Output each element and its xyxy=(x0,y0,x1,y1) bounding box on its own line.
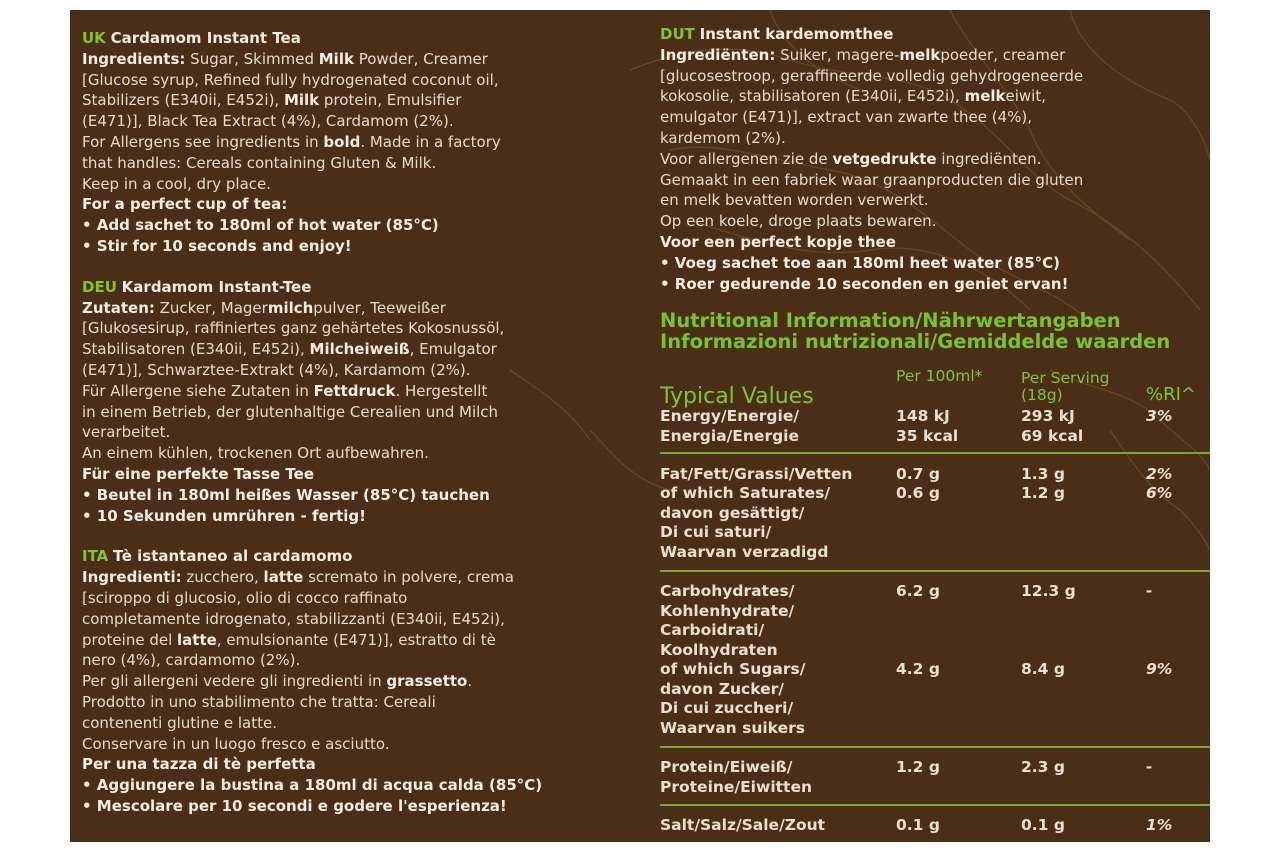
body-text: kardemom (2%). xyxy=(660,128,786,147)
bold-text: • Aggiungere la bustina a 180ml di acqua calda (85°C) xyxy=(82,776,543,795)
body-text: nero (4%), cardamomo (2%). xyxy=(82,651,301,670)
text-line xyxy=(660,170,1205,191)
text-line xyxy=(82,734,657,755)
text-deu xyxy=(82,298,657,527)
bold-text: Fettdruck xyxy=(313,381,396,400)
row-serving: 0.1 g xyxy=(1021,816,1065,834)
body-text: Stabilisatoren (E340ii, E452i), xyxy=(82,340,310,359)
body-text: . Hergestellt xyxy=(395,381,488,400)
bold-text: • Roer gedurende 10 seconden en geniet ervan! xyxy=(660,274,1069,293)
text-line xyxy=(82,588,657,609)
row-serving: 293 kJ 69 kcal xyxy=(1021,407,1084,445)
bold-text: Milk xyxy=(318,49,354,68)
body-text: , Emulgator xyxy=(409,340,497,359)
text-line xyxy=(82,90,657,111)
lang-code-uk: UK xyxy=(82,29,106,47)
text-line xyxy=(660,66,1205,87)
bold-text: milch xyxy=(267,298,314,317)
lang-code-dut: DUT xyxy=(660,25,695,43)
bold-text: Ingredienti: xyxy=(82,568,182,587)
bold-text: • Stir for 10 seconds and enjoy! xyxy=(82,236,352,255)
typical-values-header: Typical Values xyxy=(660,384,814,409)
row-ri: 6% xyxy=(1146,484,1173,502)
body-text: Gemaakt in een fabriek waar graanproducten die gluten xyxy=(660,170,1084,189)
text-line xyxy=(82,713,657,734)
text-line xyxy=(82,111,657,132)
row-label: of which Saturates/ davon gesättigt/ Di cui saturi/ Waarvan verzadigd xyxy=(660,484,831,561)
section-deu xyxy=(82,277,657,527)
section-ita-heading xyxy=(82,546,657,567)
body-text: en melk bevatten worden verwerkt. xyxy=(660,191,929,210)
body-text: [glucosestroop, geraffineerde volledig gehydrogeneerde xyxy=(660,66,1084,85)
row-per100: 4.2 g xyxy=(896,660,940,678)
row-serving: 12.3 g xyxy=(1021,582,1076,600)
row-per100: 148 kJ 35 kcal xyxy=(896,407,959,445)
body-text: (E471)], Black Tea Extract (4%), Cardamom (2%). xyxy=(82,112,454,131)
row-label: of which Sugars/ davon Zucker/ Di cui zuccheri/ Waarvan suikers xyxy=(660,660,806,737)
body-text: Zucker, Mager xyxy=(154,298,268,317)
row-ri: 3% xyxy=(1146,407,1173,425)
bold-text: Für eine perfekte Tasse Tee xyxy=(82,464,314,483)
text-line xyxy=(660,253,1205,274)
ri-header: %RI^ xyxy=(1146,384,1197,405)
section-uk-heading xyxy=(82,28,657,49)
body-text: For Allergens see ingredients in xyxy=(82,132,324,151)
text-line xyxy=(82,215,657,236)
body-text: Powder, Creamer xyxy=(353,49,488,68)
row-ri: - xyxy=(1146,758,1153,776)
section-deu-heading xyxy=(82,277,657,298)
body-text: protein, Emulsifier xyxy=(319,91,462,110)
text-line xyxy=(82,70,657,91)
body-text: ingrediënten. xyxy=(936,149,1042,168)
text-line xyxy=(660,86,1205,107)
bold-text: • Add sachet to 180ml of hot water (85°C) xyxy=(82,216,439,235)
per-serving-header xyxy=(1021,370,1110,404)
bold-text: Milk xyxy=(283,91,320,110)
row-ri: - xyxy=(1146,582,1153,600)
lang-code-deu: DEU xyxy=(82,277,117,296)
row-ri: 1% xyxy=(1146,816,1173,834)
row-serving: 1.3 g xyxy=(1021,465,1065,483)
body-text: in einem Betrieb, der glutenhaltige Cerealien und Milch xyxy=(82,402,499,421)
text-line xyxy=(82,381,657,402)
table-divider xyxy=(660,570,1210,572)
body-text: [Glucose syrup, Refined fully hydrogenated coconut oil, xyxy=(82,70,499,89)
text-line xyxy=(82,692,657,713)
bold-text: For a perfect cup of tea: xyxy=(82,195,288,214)
text-line xyxy=(660,45,1205,66)
table-divider xyxy=(660,452,1210,454)
text-line xyxy=(82,402,657,423)
text-line xyxy=(82,775,657,796)
row-per100: 6.2 g xyxy=(896,582,940,600)
per-100ml-header: Per 100ml* xyxy=(896,367,983,385)
bold-text: Voor een perfect kopje thee xyxy=(660,232,896,251)
text-uk xyxy=(82,49,657,257)
body-text: Sugar, Skimmed xyxy=(185,49,319,68)
text-line xyxy=(82,174,657,195)
body-text: contenenti glutine e latte. xyxy=(82,713,277,732)
bold-text: latte xyxy=(263,568,304,587)
row-label: Protein/Eiweiß/ Proteine/Eiwitten xyxy=(660,758,812,796)
per-serving-label: Per Serving xyxy=(1021,369,1110,387)
text-line xyxy=(82,236,657,257)
body-text: . Made in a factory xyxy=(360,132,501,151)
bold-text: vetgedrukte xyxy=(832,149,937,168)
bold-text: Per una tazza di tè perfetta xyxy=(82,755,316,774)
nutrition-title xyxy=(660,310,1205,352)
text-line xyxy=(660,232,1205,253)
text-line xyxy=(82,422,657,443)
text-line xyxy=(82,132,657,153)
right-column xyxy=(660,24,1205,314)
body-text: emulgator (E471)], extract van zwarte thee (4%), xyxy=(660,108,1033,127)
text-line xyxy=(82,153,657,174)
text-line xyxy=(82,630,657,651)
text-line xyxy=(82,650,657,671)
body-text: pulver, Teeweißer xyxy=(313,298,446,317)
text-line xyxy=(82,443,657,464)
title-ita: Tè istantaneo al cardamomo xyxy=(113,547,353,566)
text-line xyxy=(660,274,1205,295)
text-line xyxy=(82,339,657,360)
body-text: An einem kühlen, trockenen Ort aufbewahren. xyxy=(82,444,429,463)
section-uk xyxy=(82,28,657,257)
text-line xyxy=(82,567,657,588)
body-text: (E471)], Schwarztee-Extrakt (4%), Kardamom (2%). xyxy=(82,360,471,379)
row-label: Fat/Fett/Grassi/Vetten xyxy=(660,465,853,483)
bold-text: • 10 Sekunden umrühren - fertig! xyxy=(82,506,366,525)
body-text: , emulsionante (E471)], estratto di tè xyxy=(216,630,496,649)
title-dut: Instant kardemomthee xyxy=(699,25,894,43)
body-text: Stabilizers (E340ii, E452i), xyxy=(82,91,284,110)
body-text: . xyxy=(467,672,473,691)
body-text: scremato in polvere, crema xyxy=(303,568,514,587)
row-per100: 0.1 g xyxy=(896,816,940,834)
row-serving: 2.3 g xyxy=(1021,758,1065,776)
bold-text: • Voeg sachet toe aan 180ml heet water (85°C) xyxy=(660,253,1060,272)
body-text: [sciroppo di glucosio, olio di cocco raffinato xyxy=(82,588,408,607)
section-ita xyxy=(82,546,657,816)
bold-text: latte xyxy=(177,630,217,649)
row-serving: 1.2 g xyxy=(1021,484,1065,502)
body-text: proteine del xyxy=(82,630,178,649)
body-text: Prodotto in uno stabilimento che tratta: Cereali xyxy=(82,692,436,711)
left-column xyxy=(82,28,657,837)
body-text: zucchero, xyxy=(181,568,264,587)
title-uk: Cardamom Instant Tea xyxy=(110,29,301,47)
table-divider xyxy=(660,804,1210,806)
row-label: Energy/Energie/ Energia/Energie xyxy=(660,407,800,445)
text-ita xyxy=(82,567,657,817)
text-line xyxy=(82,360,657,381)
body-text: Voor allergenen zie de xyxy=(660,149,833,168)
body-text: that handles: Cereals containing Gluten & Milk. xyxy=(82,153,437,172)
bold-text: Zutaten: xyxy=(82,298,155,317)
text-line xyxy=(82,318,657,339)
row-ri: 9% xyxy=(1146,660,1173,678)
row-serving: 8.4 g xyxy=(1021,660,1065,678)
text-line xyxy=(660,128,1205,149)
body-text: [Glukosesirup, raffiniertes ganz gehärtetes Kokosnussöl, xyxy=(82,319,505,338)
bold-text: melk xyxy=(899,45,941,64)
row-per100: 0.7 g xyxy=(896,465,940,483)
text-line xyxy=(660,149,1205,170)
bold-text: melk xyxy=(964,87,1006,106)
text-line xyxy=(660,190,1205,211)
body-text: Suiker, magere- xyxy=(775,45,900,64)
row-ri: 2% xyxy=(1146,465,1173,483)
text-line xyxy=(82,49,657,70)
body-text: Für Allergene siehe Zutaten in xyxy=(82,381,314,400)
body-text: poeder, creamer xyxy=(940,45,1066,64)
body-text: Conservare in un luogo fresco e asciutto. xyxy=(82,734,390,753)
text-line xyxy=(82,464,657,485)
nutrition-title-line1: Nutritional Information/Nährwertangaben xyxy=(660,309,1121,332)
row-per100: 0.6 g xyxy=(896,484,940,502)
body-text: Op een koele, droge plaats bewaren. xyxy=(660,212,937,231)
section-dut-heading xyxy=(660,24,1205,45)
serving-size-label: (18g) xyxy=(1021,386,1063,404)
lang-code-ita: ITA xyxy=(82,547,109,566)
title-deu: Kardamom Instant-Tee xyxy=(121,277,312,296)
bold-text: bold xyxy=(323,132,361,151)
bold-text: Ingredients: xyxy=(82,49,186,68)
text-line xyxy=(82,194,657,215)
text-line xyxy=(82,298,657,319)
bold-text: Ingrediënten: xyxy=(660,45,776,64)
label-panel xyxy=(70,10,1210,842)
bold-text: grassetto xyxy=(386,672,468,691)
text-dut xyxy=(660,45,1205,295)
body-text: Per gli allergeni vedere gli ingredienti in xyxy=(82,672,387,691)
bold-text: • Mescolare per 10 secondi e godere l'esperienza! xyxy=(82,796,507,815)
body-text: verarbeitet. xyxy=(82,423,171,442)
text-line xyxy=(660,211,1205,232)
nutrition-title-line2: Informazioni nutrizionali/Gemiddelde waarden xyxy=(660,330,1171,353)
body-text: kokosolie, stabilisatoren (E340ii, E452i), xyxy=(660,87,965,106)
text-line xyxy=(82,609,657,630)
section-dut xyxy=(660,24,1205,294)
text-line xyxy=(660,107,1205,128)
bold-text: • Beutel in 180ml heißes Wasser (85°C) tauchen xyxy=(82,485,490,504)
table-divider xyxy=(660,746,1210,748)
text-line xyxy=(82,506,657,527)
row-label: Carbohydrates/ Kohlenhydrate/ Carboidrati/ Koolhydraten xyxy=(660,582,795,659)
text-line xyxy=(82,671,657,692)
body-text: Keep in a cool, dry place. xyxy=(82,174,272,193)
text-line xyxy=(82,796,657,817)
text-line xyxy=(82,485,657,506)
body-text: eiwit, xyxy=(1005,87,1046,106)
row-per100: 1.2 g xyxy=(896,758,940,776)
body-text: completamente idrogenato, stabilizzanti (E340ii, E452i), xyxy=(82,609,505,628)
text-line xyxy=(82,754,657,775)
bold-text: Milcheiweiß xyxy=(309,340,410,359)
row-label: Salt/Salz/Sale/Zout xyxy=(660,816,826,834)
